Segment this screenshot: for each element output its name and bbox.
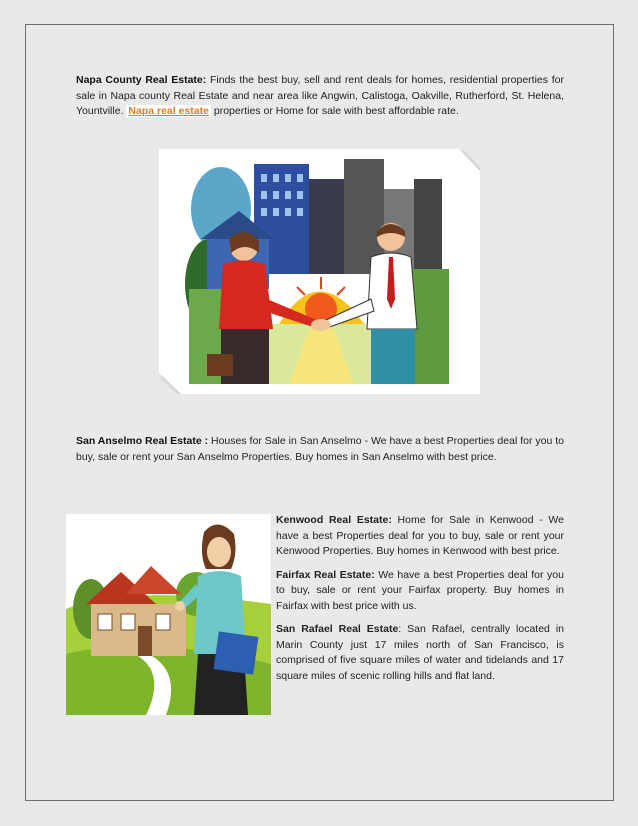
kenwood-paragraph xyxy=(276,513,564,560)
napa-paragraph xyxy=(76,73,564,120)
right-column xyxy=(276,513,564,692)
kenwood-text: Home for Sale in Kenwood - We have a best Properties deal for you to buy, sale or rent your Kenwood Properties. Buy homes in Kenwood with best price. xyxy=(276,514,564,557)
document-page xyxy=(25,24,614,801)
fairfax-text: We have a best Properties deal for you to buy, sale or rent your Fairfax property. Buy homes in Fairfax with best price with us. xyxy=(276,568,564,612)
san-anselmo-paragraph xyxy=(76,434,564,465)
san-rafael-paragraph xyxy=(276,622,564,684)
napa-text-after: properties or Home for sale with best affordable rate. xyxy=(210,105,459,117)
san-anselmo-heading: San Anselmo Real Estate : xyxy=(76,435,209,447)
fairfax-paragraph xyxy=(276,568,564,615)
napa-real-estate-link[interactable]: Napa real estate xyxy=(128,105,209,117)
napa-heading: Napa County Real Estate: xyxy=(76,74,207,86)
san-rafael-text: : San Rafael, centrally located in Marin County just 17 miles north of San Francisco, is comprised of five square miles of water and tidelands and 17 square miles of scenic rolling hills and flat land. xyxy=(276,623,564,682)
kenwood-heading: Kenwood Real Estate: xyxy=(276,514,392,526)
handshake-illustration xyxy=(159,149,480,394)
fairfax-heading: Fairfax Real Estate: xyxy=(276,568,375,581)
san-anselmo-text: Houses for Sale in San Anselmo - We have a best Properties deal for you to buy, sale or rent your San Anselmo Properties. Buy homes in San Anselmo with best price. xyxy=(76,435,564,463)
agent-house-illustration xyxy=(66,514,271,715)
san-rafael-heading: San Rafael Real Estate xyxy=(276,623,399,635)
napa-text: Finds the best buy, sell and rent deals for homes, residential properties for sale in Napa county Real Estate and near area like Angwin, Calistoga, Oakville, Rutherford, St. Helena, Yountville. xyxy=(76,74,564,117)
